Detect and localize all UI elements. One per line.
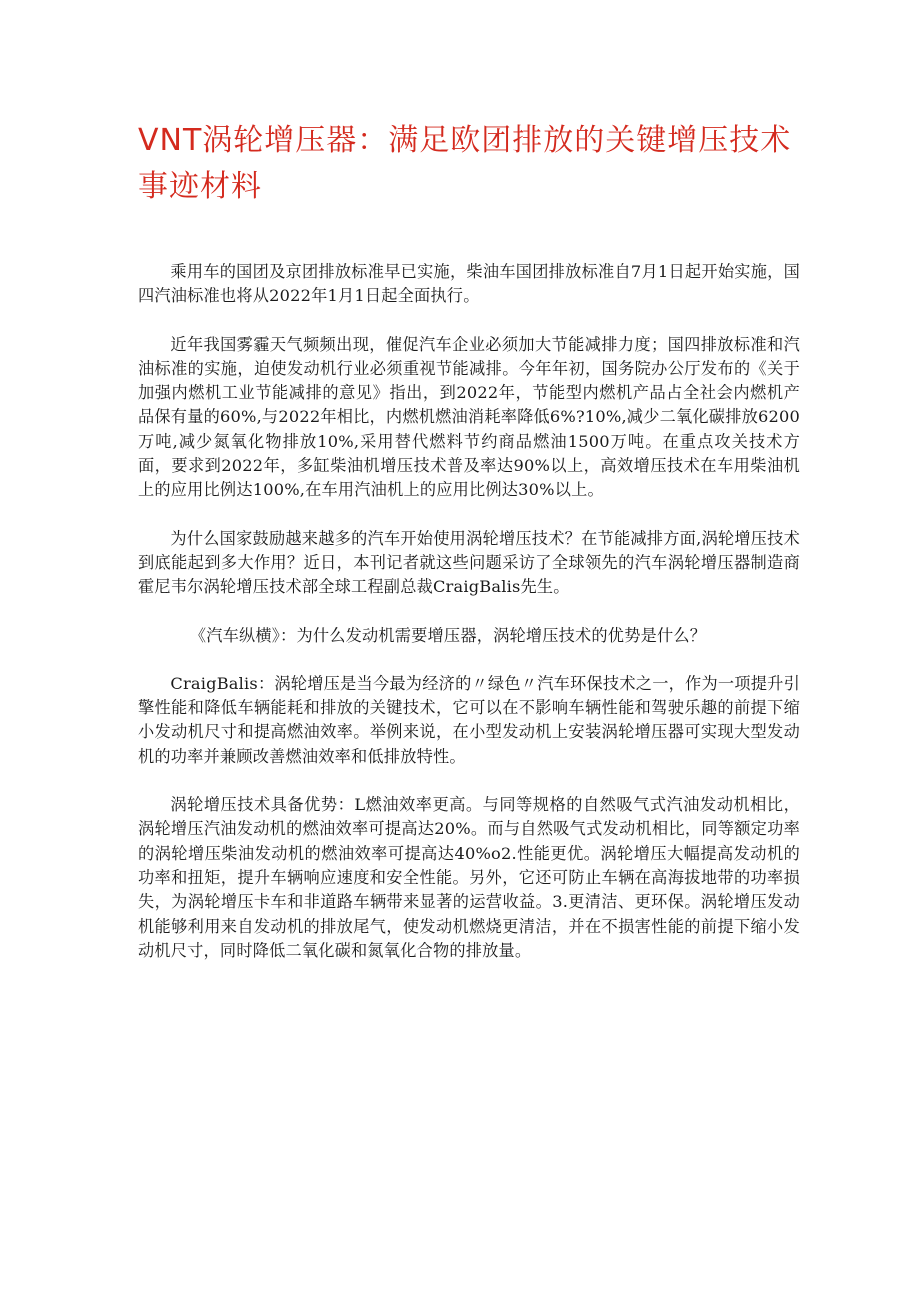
document-page	[138, 118, 800, 987]
interview-answer: CraigBalis：涡轮增压是当今最为经济的〃绿色〃汽车环保技术之一，作为一项提升引擎性能和降低车辆能耗和排放的关键技术，它可以在不影响车辆性能和驾驶乐趣的前提下缩小发动机尺寸和提高燃油效率。举例来说，在小型发动机上安装涡轮增压器可实现大型发动机的功率并兼顾改善燃油效率和低排放特性。	[138, 673, 800, 766]
paragraph-3: 为什么国家鼓励越来越多的汽车开始使用涡轮增压技术？在节能减排方面,涡轮增压技术到底能起到多大作用？近日，本刊记者就这些问题采访了全球领先的汽车涡轮增压器制造商霍尼韦尔涡轮增压技术部全球工程副总裁CraigBalis先生。	[138, 528, 800, 597]
document-title: VNT涡轮增压器：满足欧团排放的关键增压技术事迹材料	[138, 123, 792, 204]
paragraph-1: 乘用车的国团及京团排放标准早已实施，柴油车国团排放标准自7月1日起开始实施，国四汽油标准也将从2022年1月1日起全面执行。	[138, 262, 800, 306]
paragraph-2: 近年我国雾霾天气频频出现，催促汽车企业必须加大节能减排力度；国四排放标准和汽油标准的实施，迫使发动机行业必须重视节能减排。今年年初，国务院办公厅发布的《关于加强内燃机工业节能减排的意见》指出，到2022年，节能型内燃机产品占全社会内燃机产品保有量的60%,与2022年相比，内燃机燃油消耗率降低6%?10%,减少二氧化碳排放6200万吨,减少氮氧化物排放10%,采用替代燃料节约商品燃油1500万吨。在重点攻关技术方面，要求到2022年，多缸柴油机增压技术普及率达90%以上，高效增压技术在车用柴油机上的应用比例达100%,在车用汽油机上的应用比例达30%以上。	[138, 334, 800, 500]
advantages-paragraph: 涡轮增压技术具备优势：L燃油效率更高。与同等规格的自然吸气式汽油发动机相比，涡轮增压汽油发动机的燃油效率可提高达20%。而与自然吸气式发动机相比，同等额定功率的涡轮增压柴油发动机的燃油效率可提高达40%o2.性能更优。涡轮增压大幅提高发动机的功率和扭矩，提升车辆响应速度和安全性能。另外，它还可防止车辆在高海拔地带的功率损失，为涡轮增压卡车和非道路车辆带来显著的运营收益。3.更清洁、更环保。涡轮增压发动机能够利用来自发动机的排放尾气，使发动机燃烧更清洁，并在不损害性能的前提下缩小发动机尺寸，同时降低二氧化碳和氮氧化合物的排放量。	[138, 795, 800, 960]
interview-question: 《汽车纵横》：为什么发动机需要增压器，涡轮增压技术的优势是什么？	[189, 625, 707, 645]
document-body	[138, 260, 800, 963]
